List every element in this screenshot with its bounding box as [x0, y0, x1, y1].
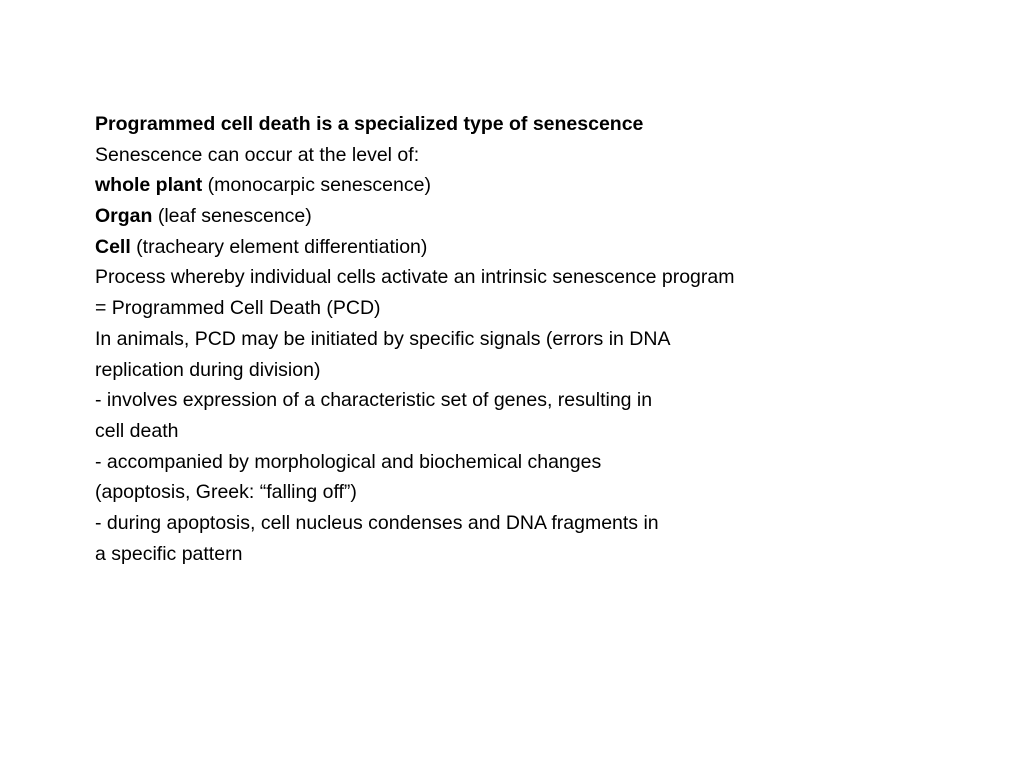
- level-line-whole-plant: [95, 170, 995, 201]
- intro-line: Senescence can occur at the level of:: [95, 143, 420, 166]
- level-term: Cell: [95, 235, 131, 258]
- level-detail: (monocarpic senescence): [202, 174, 431, 197]
- level-detail: (leaf senescence): [152, 205, 312, 228]
- text-line: = Programmed Cell Death (PCD): [95, 297, 381, 320]
- text-line: a specific pattern: [95, 542, 243, 565]
- slide-heading: Programmed cell death is a specialized type of senescence: [95, 113, 644, 135]
- level-detail: (tracheary element differentiation): [130, 235, 428, 258]
- text-line: In animals, PCD may be initiated by specific signals (errors in DNA: [95, 327, 671, 350]
- text-line: - accompanied by morphological and biochemical changes: [95, 450, 602, 473]
- level-line-cell: [95, 232, 995, 263]
- text-line: - during apoptosis, cell nucleus condenses and DNA fragments in: [95, 511, 659, 534]
- text-line: cell death: [95, 419, 179, 442]
- text-line: - involves expression of a characteristic set of genes, resulting in: [95, 389, 653, 412]
- slide-text-block: [95, 109, 995, 569]
- level-term: Organ: [95, 205, 153, 228]
- level-line-organ: [95, 201, 995, 232]
- level-term: whole plant: [95, 174, 203, 197]
- text-line: (apoptosis, Greek: “falling off”): [95, 481, 357, 504]
- text-line: Process whereby individual cells activate an intrinsic senescence program: [95, 266, 735, 289]
- text-line: replication during division): [95, 358, 321, 381]
